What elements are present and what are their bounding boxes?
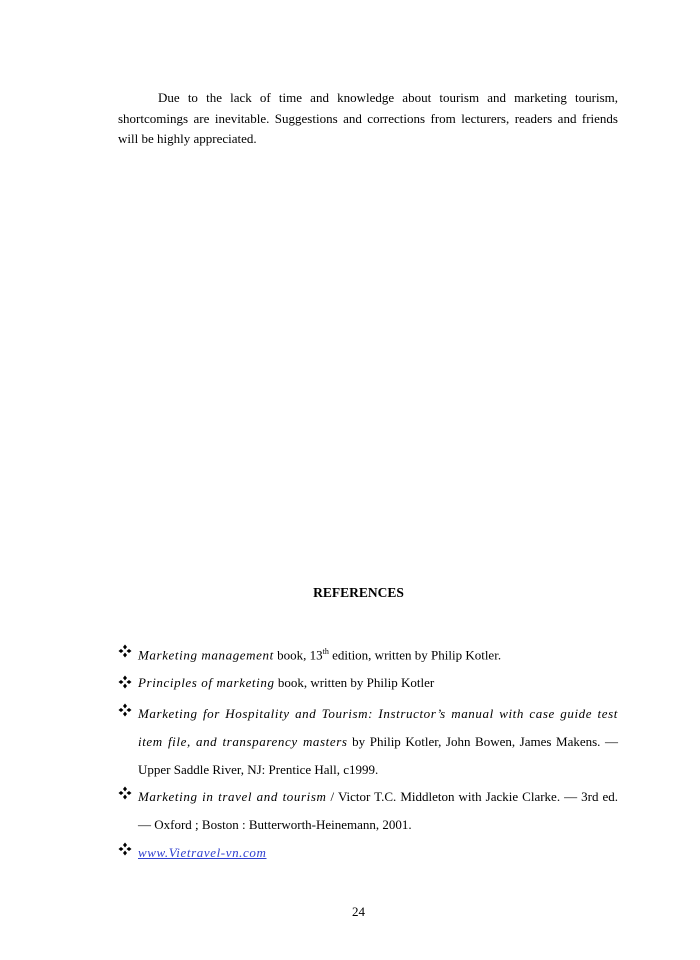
references-heading: REFERENCES [313,585,404,600]
diamond-bullet-icon [118,703,132,717]
reference-title: Marketing management [138,647,274,663]
diamond-bullet-icon [118,644,132,658]
website-link[interactable]: www.Vietravel-vn.com [138,845,267,860]
reference-details: edition, written by Philip Kotler. [328,647,502,663]
diamond-bullet-icon [118,675,132,689]
page-number: 24 [352,904,365,919]
reference-details: / Victor T.C. Middleton with Jackie Clarke. — 3rd ed. — Oxford ; Boston : Butterworth-Heinemann, 2001. [138,789,618,832]
closing-paragraph [118,88,618,150]
reference-title: Principles of marketing [138,675,275,690]
closing-paragraph-text: Due to the lack of time and knowledge about tourism and marketing tourism, shortcomings are inevitable. Suggestions and corrections from lecturers, readers and friends will be highly appreciated. [118,90,618,146]
reference-details: book, written by Philip Kotler [274,675,435,690]
diamond-bullet-icon [118,786,132,800]
reference-title: Marketing for Hospitality and Tourism: Instructor’s manual with case guide test item file, and transparency masters [138,706,618,749]
reference-superscript: th [322,647,329,656]
diamond-bullet-icon [118,842,132,856]
reference-details: book, 13 [273,647,323,663]
reference-title: Marketing in travel and tourism [138,789,327,804]
reference-details: by Philip Kotler, John Bowen, James Makens. — Upper Saddle River, NJ: Prentice Hall, c1999. [138,734,618,777]
